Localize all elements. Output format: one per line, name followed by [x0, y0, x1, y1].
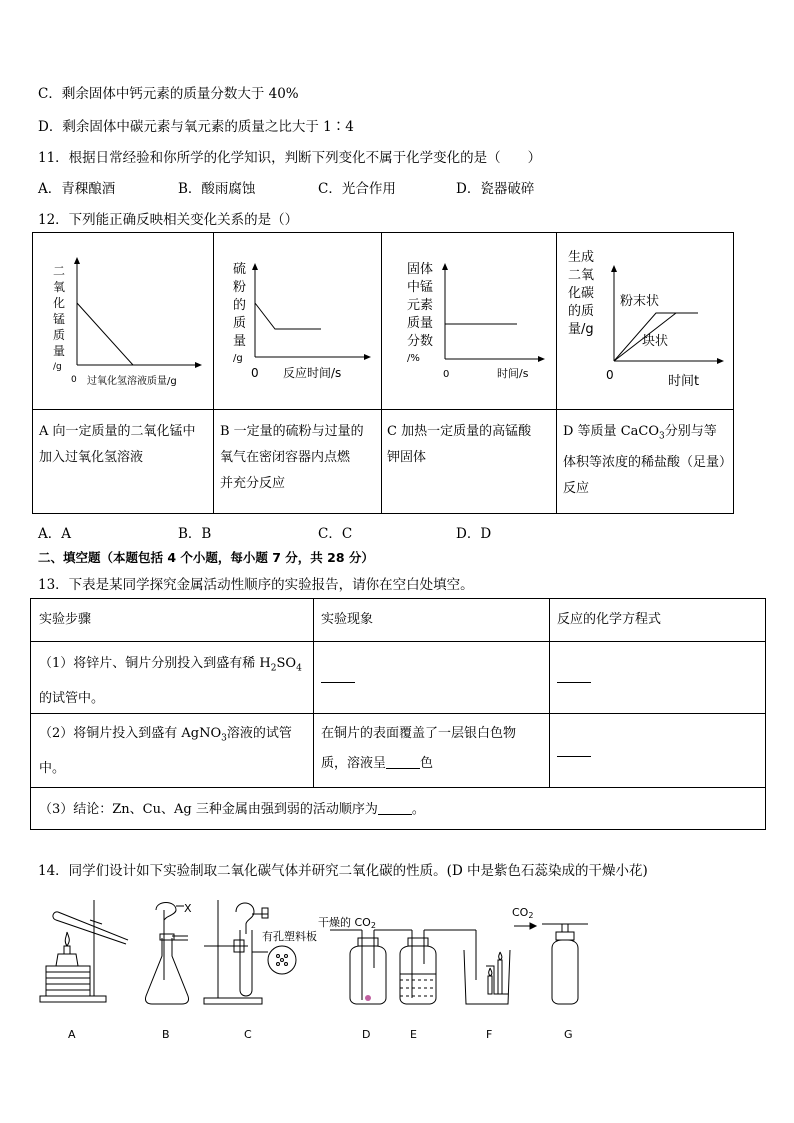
apparatus-e: [390, 930, 476, 1004]
graph-c-ylabel-4: 分数: [407, 334, 434, 349]
q12-option-b: B．B: [178, 526, 212, 542]
graph-d-xlabel: 时间t: [668, 374, 700, 389]
graph-b-ylabel-2: 的: [233, 298, 247, 313]
graph-d-ylabel-0: 生成: [568, 250, 595, 265]
q11-stem: 11．根据日常经验和你所学的化学知识，判断下列变化不属于化学变化的是（ ）: [38, 150, 542, 166]
graph-a-ylabel-2: 化: [53, 296, 66, 310]
apparatus-f: [464, 930, 510, 1004]
q11-option-b: B．酸雨腐蚀: [178, 181, 256, 197]
label-c: C: [244, 1028, 252, 1041]
graph-c-ylabel-0: 固体: [407, 262, 434, 277]
graph-d-ylabel-1: 二氧: [568, 268, 595, 283]
q13-stem: 13．下表是某同学探究金属活动性顺序的实验报告，请你在空白处填空。: [38, 577, 474, 593]
graph-d-ylabel-2: 化碳: [568, 286, 595, 301]
label-d: D: [362, 1028, 371, 1041]
apparatus-a: [40, 900, 128, 1002]
purple-flower-icon: [365, 995, 371, 1001]
q12-graph-table: [32, 232, 734, 514]
graph-b-ylabel-4: 量: [233, 334, 247, 349]
q12-desc-c: C 加热一定质量的高锰酸 钾固体: [387, 424, 532, 465]
q12-option-c: C．C: [318, 526, 353, 542]
apparatus-b: [145, 903, 188, 1005]
label-x: X: [184, 902, 192, 915]
graph-c-ylabel-3: 质量: [407, 316, 434, 331]
graph-b-origin: 0: [251, 366, 259, 380]
apparatus-d: [330, 930, 390, 1004]
q11-option-d: D．瓷器破碎: [456, 181, 535, 197]
graph-a-xlabel: 过氧化氢溶液质量/g: [87, 376, 177, 387]
graph-d: [556, 233, 734, 409]
graph-b-ylabel-1: 粉: [233, 280, 247, 295]
q10-option-d: D．剩余固体中碳元素与氧元素的质量之比大于 1∶4: [38, 119, 354, 135]
label-e: E: [410, 1028, 417, 1041]
q13-row2-step: （2）将铜片投入到盛有 AgNO$_3$溶液的试管 中。: [39, 726, 292, 776]
label-g: G: [564, 1028, 573, 1041]
graph-a-ylabel-6: /g: [53, 362, 62, 372]
q12-stem: 12．下列能正确反映相关变化关系的是（）: [38, 212, 299, 228]
q13-row2-equation-blank[interactable]: [557, 737, 591, 767]
q13-row2-phenomenon: 在铜片的表面覆盖了一层银白色物 质，溶液呈 色: [321, 726, 517, 771]
label-dry-co2: 干燥的 CO2: [318, 916, 376, 930]
graph-c-ylabel-2: 元素: [407, 298, 434, 313]
q12-desc-b: B 一定量的硫粉与过量的 氧气在密闭容器内点燃 并充分反应: [220, 424, 364, 491]
graph-a-ylabel-4: 质: [53, 328, 66, 342]
graph-c-ylabel-1: 中锰: [407, 280, 434, 295]
graph-a-ylabel-5: 量: [53, 344, 66, 358]
q13-row1-step: （1）将锌片、铜片分别投入到盛有稀 $H_2SO_4$ 的试管中。: [39, 656, 302, 706]
q13-row2-color-blank[interactable]: [386, 754, 420, 769]
q12-desc-a: A 向一定质量的二氧化锰中 加入过氧化氢溶液: [39, 424, 196, 465]
q13-header-equation: 反应的化学方程式: [557, 612, 662, 627]
q12-options: [38, 522, 758, 542]
section-heading: 二、填空题（本题包括 4 个小题，每小题 7 分，共 28 分）: [38, 550, 374, 565]
graph-a-ylabel-0: 二: [53, 264, 66, 278]
q11-options: [38, 177, 758, 197]
q13-row1-phenomenon-blank[interactable]: [321, 663, 355, 693]
q13-row1-equation-blank[interactable]: [557, 663, 591, 693]
label-a: A: [68, 1028, 76, 1041]
q12-option-a: A．A: [38, 526, 71, 542]
q10-option-c: C．剩余固体中钙元素的质量分数大于 40%: [38, 86, 299, 102]
graph-c-xlabel: 时间/s: [497, 367, 529, 380]
label-f: F: [486, 1028, 493, 1041]
graph-b: [213, 233, 381, 409]
q13-row3-conclusion: （3）结论：Zn、Cu、Ag 三种金属由强到弱的活动顺序为 。: [39, 802, 425, 817]
graph-b-ylabel-3: 质: [233, 316, 247, 331]
q13-table: [30, 598, 766, 830]
q11-option-a: A．青稞酿酒: [38, 181, 116, 197]
graph-b-ylabel-0: 硫: [233, 262, 247, 277]
apparatus-c: [204, 900, 296, 1004]
q13-row3-blank[interactable]: [378, 800, 412, 815]
q12-desc-d: D 等质量 CaCO$_3$分别与等 体积等浓度的稀盐酸（足量） 反应: [563, 424, 733, 496]
q14-apparatus: [36, 890, 596, 1050]
apparatus-g: [514, 923, 588, 1004]
q13-header-step: 实验步骤: [39, 612, 92, 627]
graph-a-origin: 0: [71, 375, 77, 385]
q14-stem: 14．同学们设计如下实验制取二氧化碳气体并研究二氧化碳的性质。(D 中是紫色石蕊染成的干燥小花): [38, 863, 648, 879]
label-plastic-plate: 有孔塑料板: [262, 930, 317, 943]
graph-d-ylabel-3: 的质: [568, 304, 595, 319]
graph-d-ylabel-4: 量/g: [568, 322, 594, 337]
q12-option-d: D．D: [456, 526, 492, 542]
label-b: B: [162, 1028, 170, 1041]
graph-d-label-powder: 粉末状: [620, 294, 660, 309]
graph-c-ylabel-5: /%: [407, 353, 420, 364]
graph-b-xlabel: 反应时间/s: [283, 366, 342, 380]
graph-d-origin: 0: [606, 368, 614, 382]
graph-c: [381, 233, 556, 409]
graph-c-origin: 0: [443, 369, 450, 380]
graph-d-label-block: 块状: [642, 334, 669, 349]
q13-header-phenomenon: 实验现象: [321, 612, 374, 627]
graph-b-ylabel-5: /g: [233, 353, 243, 364]
graph-a: [33, 233, 213, 409]
graph-a-ylabel-1: 氧: [53, 280, 66, 294]
label-co2: CO2: [512, 906, 534, 920]
q11-option-c: C．光合作用: [318, 181, 396, 197]
graph-a-ylabel-3: 锰: [53, 312, 66, 326]
